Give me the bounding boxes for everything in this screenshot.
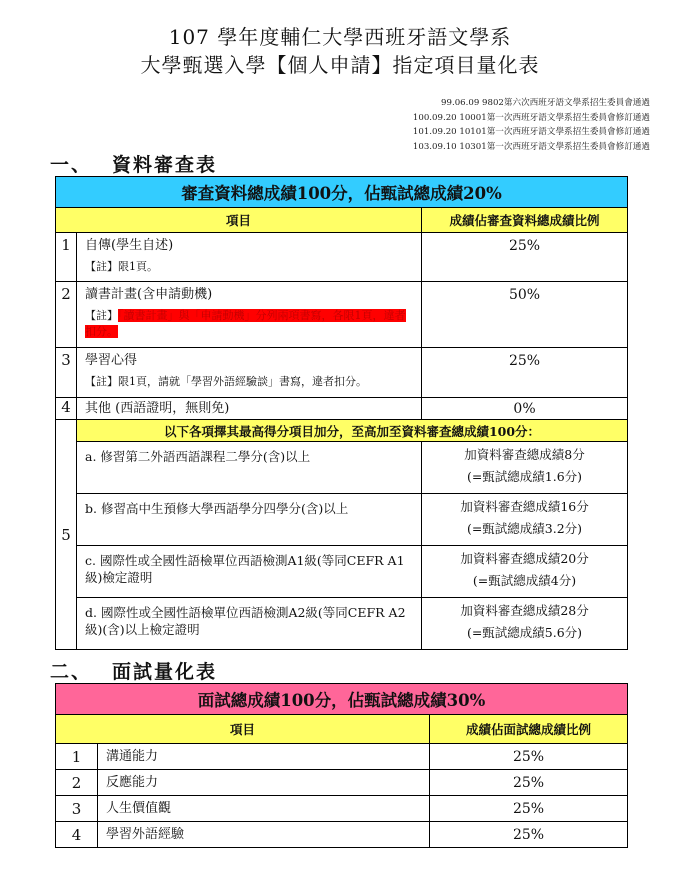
bonus-item-label: c. 國際性或全國性語檢單位西語檢測A1級(等同CEFR A1級)檢定證明 bbox=[77, 546, 422, 598]
bonus-points: 加資料審查總成績8分 bbox=[464, 447, 585, 462]
ratio-value: 25% bbox=[430, 796, 628, 822]
bonus-row bbox=[56, 598, 628, 650]
revision-note: 103.09.10 10301第一次西班牙語文學系招生委員會修訂通過 bbox=[412, 141, 650, 152]
note-label: 【註】 bbox=[85, 260, 118, 273]
ratio-value: 25% bbox=[422, 348, 628, 398]
column-header-ratio: 成績佔審查資料總成績比例 bbox=[422, 208, 628, 233]
bonus-instruction: 以下各項擇其最高得分項目加分，至高加至資料審查總成績100分： bbox=[77, 420, 628, 442]
revision-notes bbox=[413, 96, 650, 154]
table-row bbox=[56, 348, 628, 398]
ratio-value: 25% bbox=[430, 822, 628, 848]
row-number: 4 bbox=[56, 398, 77, 420]
section2-heading bbox=[50, 657, 217, 684]
table-row bbox=[56, 282, 628, 348]
note-label: 【註】 bbox=[85, 375, 118, 388]
column-header-item: 項目 bbox=[56, 715, 430, 744]
bonus-equivalent: (=甄試總成績3.2分) bbox=[466, 521, 583, 536]
table-row bbox=[56, 398, 628, 420]
bonus-points: 加資料審查總成績16分 bbox=[460, 499, 589, 514]
section1-title: 資料審查表 bbox=[112, 154, 218, 176]
review-table bbox=[55, 176, 628, 650]
bonus-equivalent: (=甄試總成績5.6分) bbox=[466, 625, 583, 640]
table-row bbox=[56, 822, 628, 848]
review-banner: 審查資料總成績100分，佔甄試總成績20% bbox=[56, 177, 628, 208]
section2-title: 面試量化表 bbox=[112, 661, 218, 683]
note-text: 限1頁，請就「學習外語經驗談」書寫，違者扣分。 bbox=[118, 375, 367, 388]
bonus-equivalent: (=甄試總成績4分) bbox=[472, 573, 577, 588]
ratio-value: 25% bbox=[422, 233, 628, 282]
interview-table bbox=[55, 683, 628, 848]
item-label: 學習心得 bbox=[85, 353, 138, 368]
section1-heading bbox=[50, 150, 217, 177]
revision-note: 99.06.09 9802第六次西班牙語文學系招生委員會通過 bbox=[441, 98, 650, 108]
column-header-item: 項目 bbox=[56, 208, 422, 233]
ratio-value: 50% bbox=[422, 282, 628, 348]
ratio-value: 25% bbox=[430, 770, 628, 796]
item-label: 其他 (西語證明，無則免) bbox=[77, 398, 422, 420]
column-header-ratio: 成績佔面試總成績比例 bbox=[430, 715, 628, 744]
bonus-points: 加資料審查總成績20分 bbox=[460, 551, 589, 566]
note-label: 【註】 bbox=[85, 309, 118, 322]
revision-note: 100.09.20 10001第一次西班牙語文學系招生委員會修訂通過 bbox=[412, 112, 650, 123]
item-label: 讀書計畫(含申請動機) bbox=[85, 287, 213, 302]
row-number: 4 bbox=[56, 822, 98, 848]
row-number: 2 bbox=[56, 282, 77, 348]
bonus-equivalent: (=甄試總成績1.6分) bbox=[466, 469, 583, 484]
document-title-line2: 大學甄選入學【個人申請】指定項目量化表 bbox=[140, 53, 540, 77]
ratio-value: 0% bbox=[422, 398, 628, 420]
bonus-item-label: d. 國際性或全國性語檢單位西語檢測A2級(等同CEFR A2級)(含)以上檢定證明 bbox=[77, 598, 422, 650]
item-label: 人生價值觀 bbox=[98, 796, 430, 822]
note-text: 限1頁。 bbox=[118, 260, 158, 273]
bonus-points: 加資料審查總成績28分 bbox=[460, 603, 589, 618]
highlighted-note-text: 「讀書計畫」與「申請動機」分列兩項書寫，各限1頁，違者扣分。 bbox=[85, 309, 406, 338]
row-number: 3 bbox=[56, 796, 98, 822]
bonus-row bbox=[56, 546, 628, 598]
table-row bbox=[56, 233, 628, 282]
item-label: 學習外語經驗 bbox=[98, 822, 430, 848]
table-row bbox=[56, 796, 628, 822]
document-title-line1: 107 學年度輔仁大學西班牙語文學系 bbox=[168, 25, 512, 49]
item-label: 自傳(學生自述) bbox=[85, 238, 174, 253]
row-number: 1 bbox=[56, 233, 77, 282]
ratio-value: 25% bbox=[430, 744, 628, 770]
bonus-item-label: b. 修習高中生預修大學西語學分四學分(含)以上 bbox=[77, 494, 422, 546]
bonus-item-label: a. 修習第二外語西語課程二學分(含)以上 bbox=[77, 442, 422, 494]
bonus-row bbox=[56, 494, 628, 546]
row-number: 1 bbox=[56, 744, 98, 770]
interview-banner: 面試總成績100分，佔甄試總成績30% bbox=[56, 684, 628, 715]
revision-note: 101.09.20 10101第一次西班牙語文學系招生委員會修訂通過 bbox=[412, 127, 650, 137]
item-label: 反應能力 bbox=[98, 770, 430, 796]
row-number: 2 bbox=[56, 770, 98, 796]
section2-number: 二、 bbox=[50, 661, 93, 683]
row-number: 3 bbox=[56, 348, 77, 398]
item-label: 溝通能力 bbox=[98, 744, 430, 770]
row-number: 5 bbox=[56, 420, 77, 650]
bonus-row bbox=[56, 442, 628, 494]
section1-number: 一、 bbox=[50, 154, 93, 176]
table-row bbox=[56, 770, 628, 796]
table-row bbox=[56, 744, 628, 770]
